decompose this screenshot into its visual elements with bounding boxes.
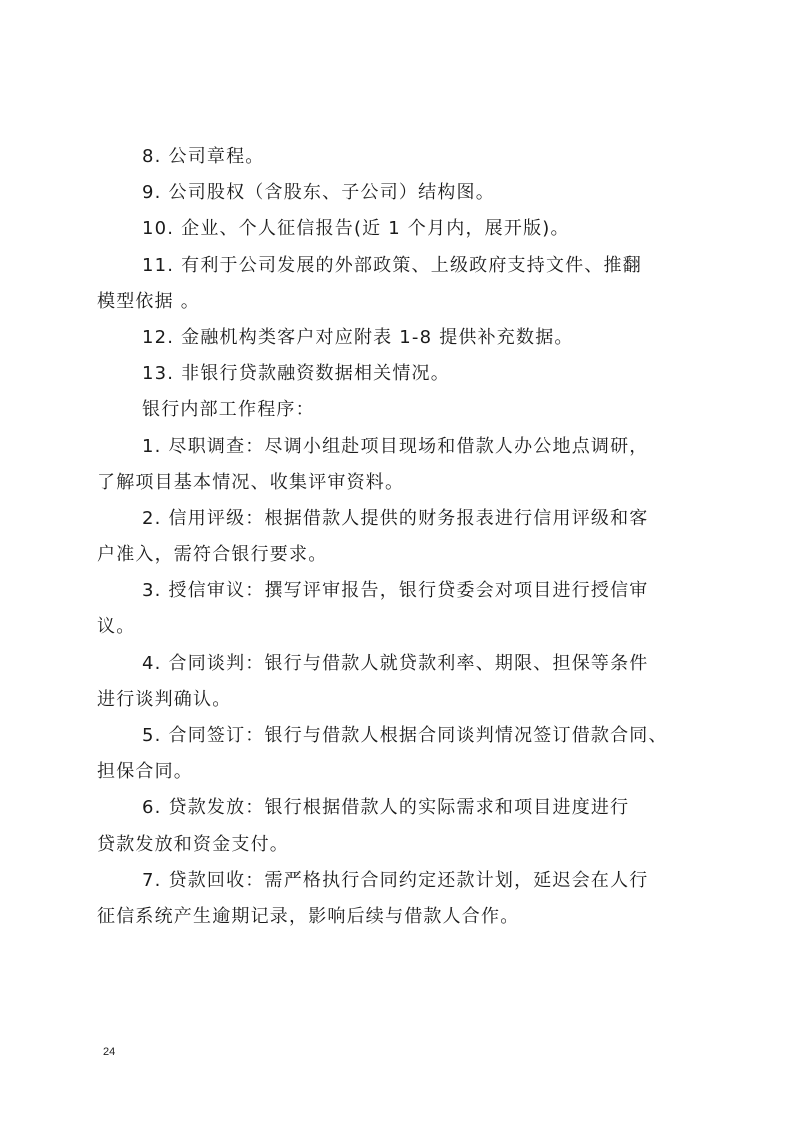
text-line: 户准入，需符合银行要求。 [97, 544, 328, 566]
text-line: 贷款发放和资金支付。 [97, 833, 289, 855]
section-heading: 银行内部工作程序： [142, 399, 315, 421]
text-line: 征信系统产生逾期记录，影响后续与借款人合作。 [97, 905, 520, 927]
text-line: 11. 有利于公司发展的外部政策、上级政府支持文件、推翻 [142, 254, 642, 276]
text-line: 9. 公司股权（含股东、子公司）结构图。 [142, 182, 495, 204]
text-line: 10. 企业、个人征信报告(近 1 个月内，展开版)。 [142, 218, 570, 240]
text-line: 3. 授信审议：撰写评审报告，银行贷委会对项目进行授信审 [142, 580, 649, 602]
text-line: 4. 合同谈判：银行与借款人就贷款利率、期限、担保等条件 [142, 652, 649, 674]
text-line: 担保合同。 [97, 761, 193, 783]
text-line: 了解项目基本情况、收集评审资料。 [97, 471, 405, 493]
text-line: 模型依据 。 [97, 290, 200, 312]
text-line: 13. 非银行贷款融资数据相关情况。 [142, 363, 450, 385]
text-line: 进行谈判确认。 [97, 688, 232, 710]
text-line: 8. 公司章程。 [142, 146, 265, 167]
body-text [97, 139, 697, 935]
text-line: 7. 贷款回收：需严格执行合同约定还款计划，延迟会在人行 [142, 869, 649, 891]
text-line: 议。 [97, 616, 136, 638]
page-number: 24 [103, 1046, 116, 1058]
text-line: 5. 合同签订：银行与借款人根据合同谈判情况签订借款合同、 [142, 725, 668, 746]
text-line: 2. 信用评级：根据借款人提供的财务报表进行信用评级和客 [142, 507, 649, 529]
text-line: 12. 金融机构类客户对应附表 1-8 提供补充数据。 [142, 326, 574, 348]
text-line: 6. 贷款发放：银行根据借款人的实际需求和项目进度进行 [142, 797, 630, 819]
text-line: 1. 尽职调查：尽调小组赴项目现场和借款人办公地点调研， [142, 435, 649, 457]
